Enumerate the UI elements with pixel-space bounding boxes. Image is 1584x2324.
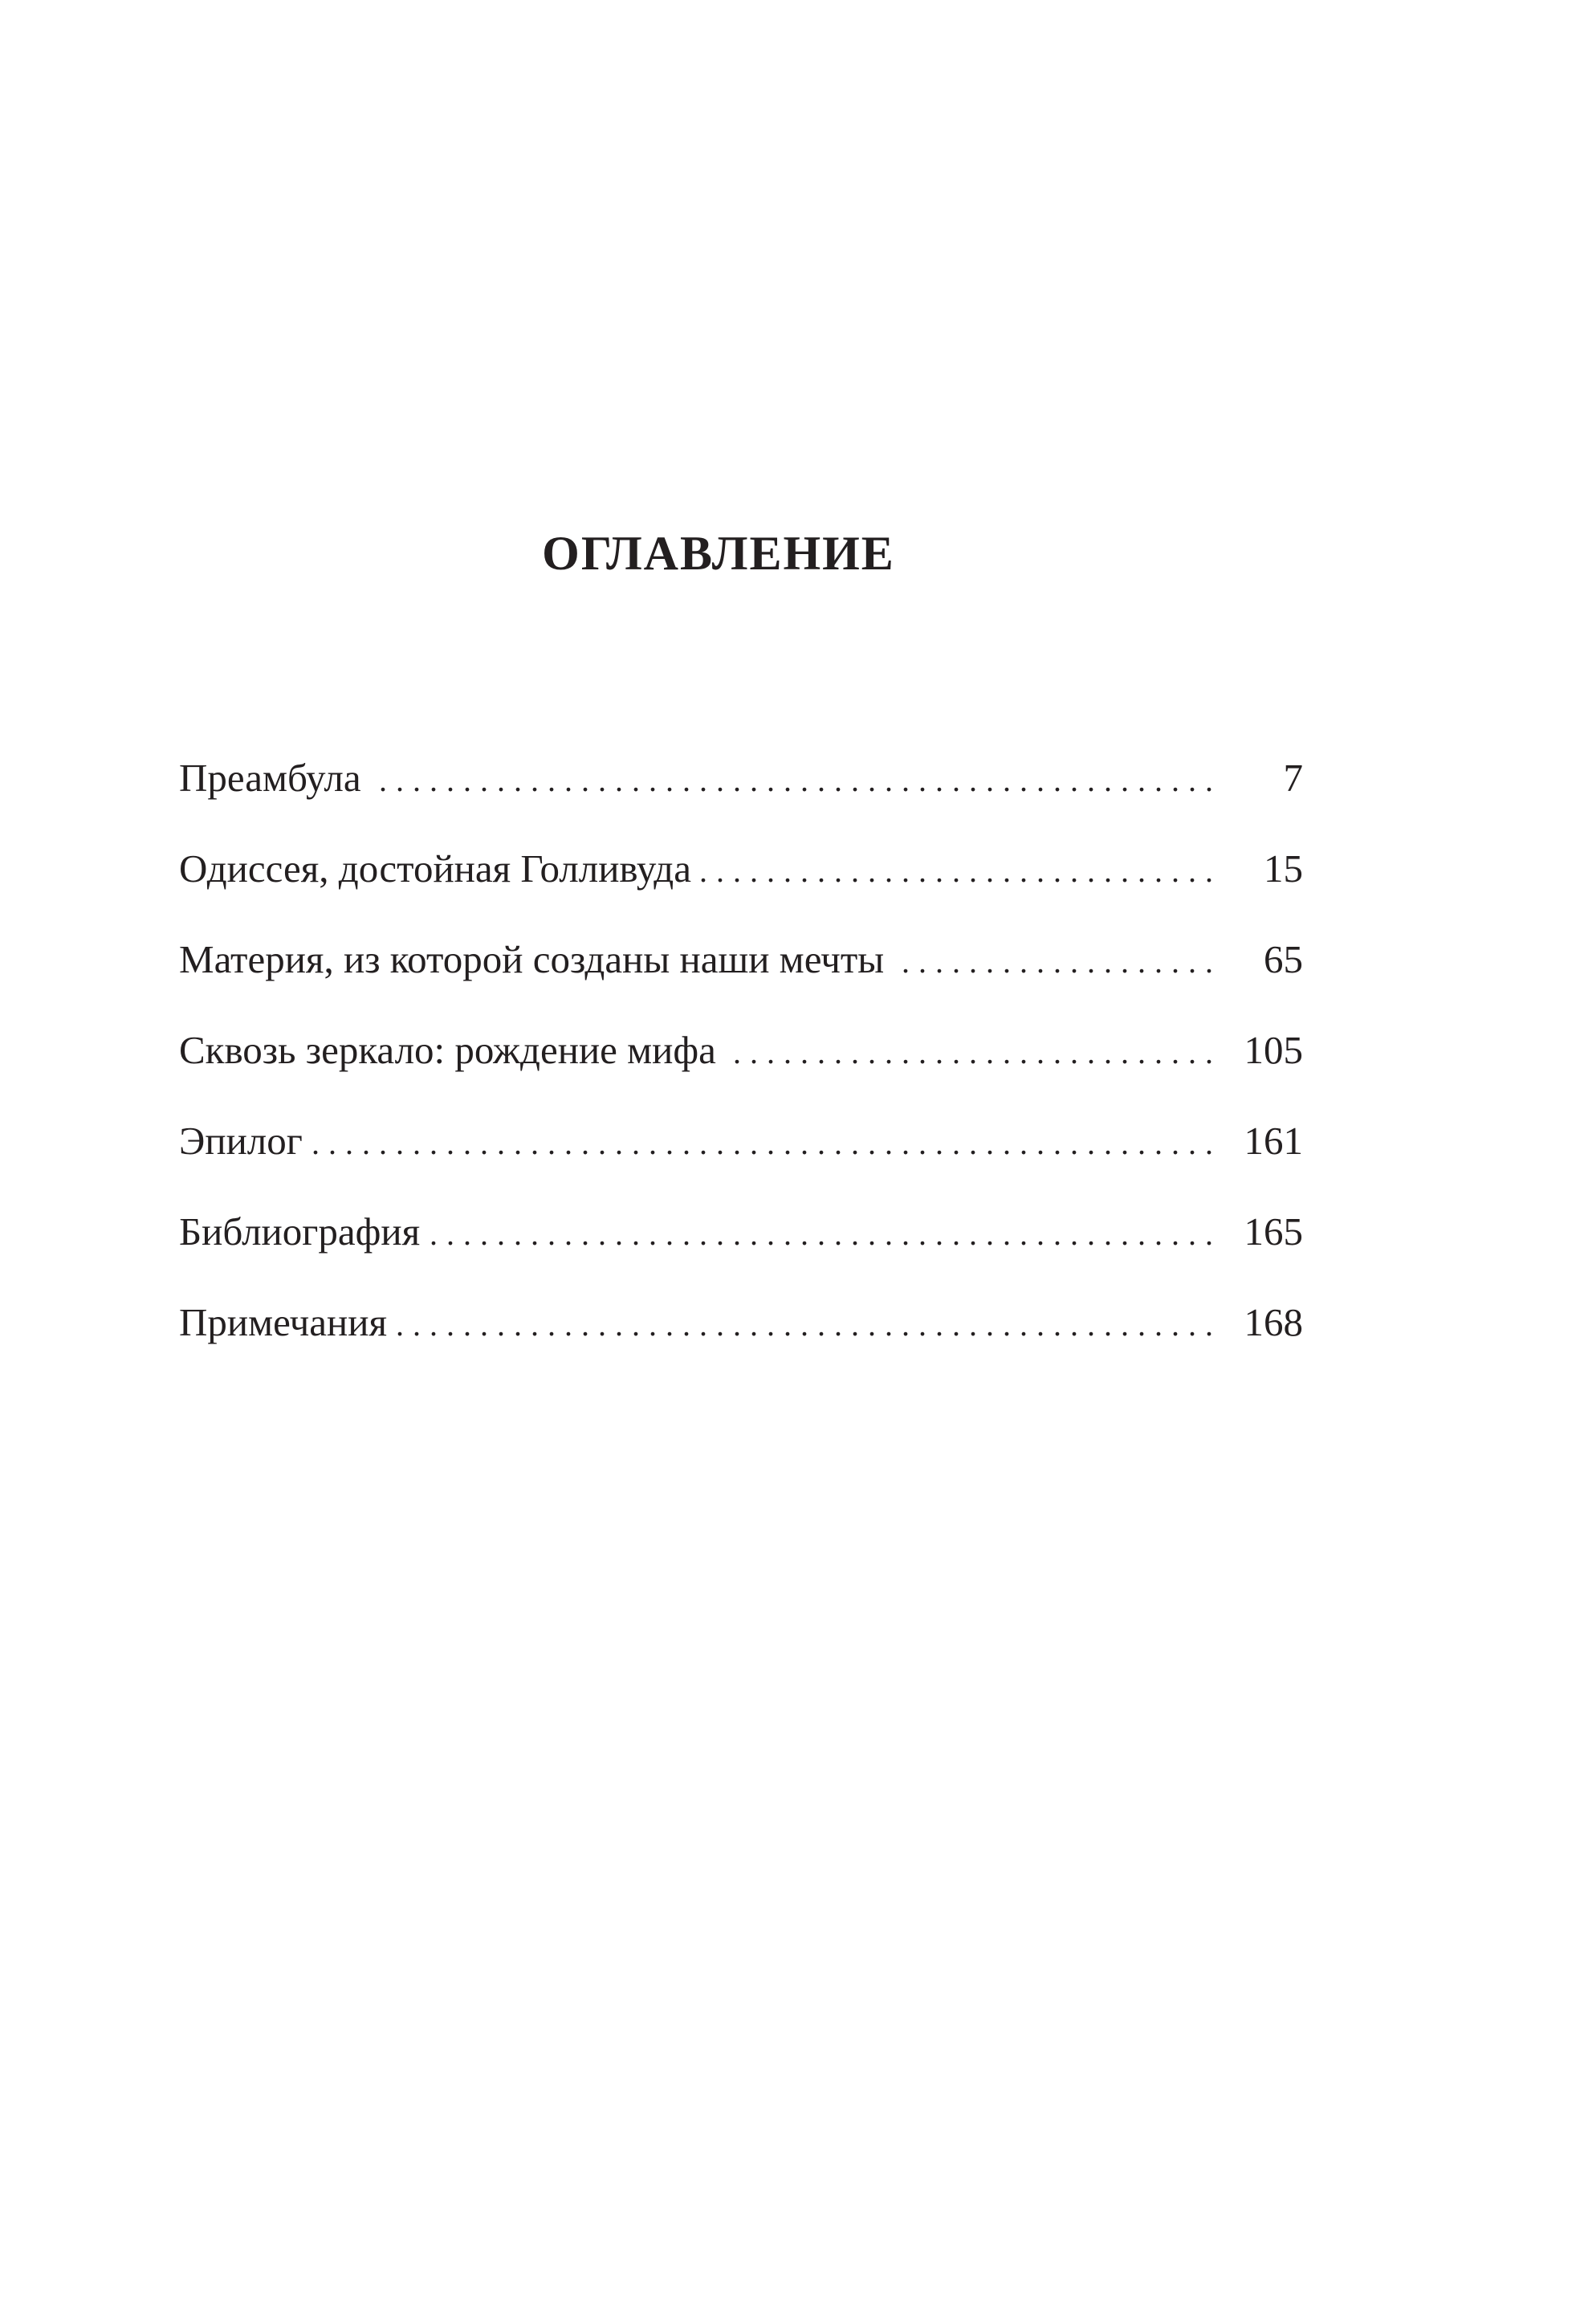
toc-entry[interactable] xyxy=(179,1118,1303,1209)
dot-leader xyxy=(312,1124,1213,1162)
toc-entry-page: 168 xyxy=(1244,1300,1303,1344)
toc-entry-label: Одиссея, достойная Голливуда xyxy=(179,846,691,891)
toc-entry[interactable] xyxy=(179,1027,1303,1118)
toc-entry[interactable] xyxy=(179,1299,1303,1390)
toc-entry[interactable] xyxy=(179,1209,1303,1299)
toc-entry-page: 165 xyxy=(1244,1209,1303,1254)
toc-entry[interactable] xyxy=(179,755,1303,846)
toc-entry-page: 15 xyxy=(1264,846,1303,891)
toc-entry-label: Эпилог xyxy=(179,1119,303,1163)
toc-entry-page: 7 xyxy=(1283,756,1303,800)
toc-entry-label: Примечания xyxy=(179,1300,388,1344)
toc-entry-label: Преамбула xyxy=(179,756,361,800)
toc-entry-page: 105 xyxy=(1244,1028,1303,1072)
toc-entry[interactable] xyxy=(179,936,1303,1027)
dot-leader xyxy=(726,1034,1213,1071)
dot-leader xyxy=(894,943,1213,981)
dot-leader xyxy=(397,1306,1213,1343)
toc-entry-label: Сквозь зеркало: рождение мифа xyxy=(179,1028,716,1072)
dot-leader xyxy=(371,761,1213,799)
toc-entry-label: Библиография xyxy=(179,1209,421,1254)
toc-entry-label: Материя, из которой созданы наши мечты xyxy=(179,937,885,981)
table-of-contents xyxy=(179,755,1303,1390)
toc-entry[interactable] xyxy=(179,846,1303,936)
toc-entry-page: 161 xyxy=(1244,1119,1303,1163)
dot-leader xyxy=(701,852,1213,890)
dot-leader xyxy=(430,1215,1213,1253)
toc-entry-page: 65 xyxy=(1264,937,1303,981)
page-title: ОГЛАВЛЕНИЕ xyxy=(542,527,895,580)
